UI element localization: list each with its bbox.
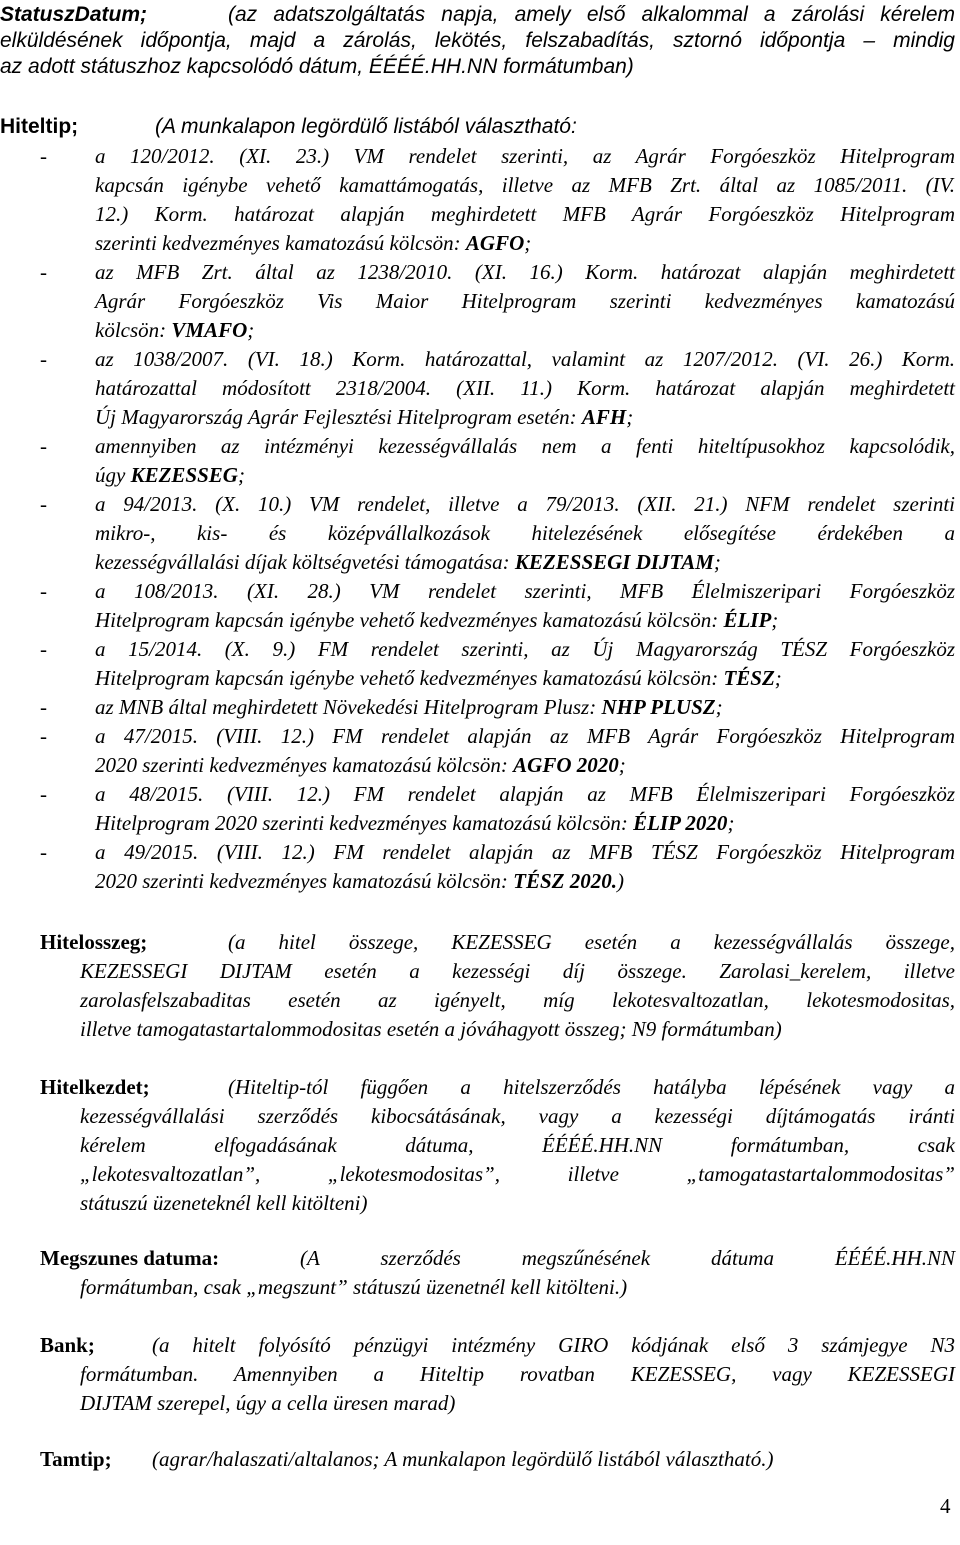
hitelkezdet-desc-line: státuszú üzeneteknél kell kitölteni)	[80, 1191, 368, 1215]
hiteltip-text: ;	[715, 695, 723, 719]
hiteltip-text: ;	[727, 811, 735, 835]
statusz-datum-term: StatuszDatum;	[0, 3, 148, 26]
list-dash-icon: -	[40, 637, 47, 661]
hitelosszeg-desc-line: zarolasfelszabaditas esetén az igényelt, míg lekotesvaltozatlan, lekotesmodositas,	[80, 988, 955, 1012]
statusz-datum-desc-line: (az adatszolgáltatás napja, amely első alkalommal a zárolási kérelem	[228, 3, 955, 26]
hiteltip-item-line	[95, 259, 955, 285]
hiteltip-text: szerinti kedvezményes kamatozású kölcsön:	[95, 231, 466, 255]
hiteltip-code: KEZESSEGI DIJTAM	[514, 550, 714, 574]
hiteltip-text: ;	[618, 753, 626, 777]
list-dash-icon: -	[40, 144, 47, 168]
list-dash-icon: -	[40, 695, 47, 719]
list-dash-icon: -	[40, 840, 47, 864]
hiteltip-item-line	[95, 317, 254, 343]
hiteltip-text: a 49/2015. (VIII. 12.) FM rendelet alapján az MFB TÉSZ Forgóeszköz Hitelprogram	[95, 840, 955, 864]
hitelkezdet-desc-line: (Hiteltip-tól függően a hitelszerződés hatályba lépésének vagy a	[228, 1075, 955, 1099]
hiteltip-item-line	[95, 230, 531, 256]
hiteltip-code: ÉLIP 2020	[633, 811, 728, 835]
hiteltip-text: ;	[237, 463, 245, 487]
hitelosszeg-term: Hitelosszeg;	[40, 930, 148, 954]
hiteltip-code: VMAFO	[171, 318, 248, 342]
hiteltip-text: a 108/2013. (XI. 28.) VM rendelet szerinti, MFB Élelmiszeripari Forgóeszköz	[95, 579, 955, 603]
megszunes-term: Megszunes datuma:	[40, 1246, 220, 1270]
list-dash-icon: -	[40, 492, 47, 516]
hiteltip-text: 12.) Korm. határozat alapján meghirdetett MFB Agrár Forgóeszköz Hitelprogram	[95, 202, 955, 226]
tamtip-desc: (agrar/halaszati/altalanos; A munkalapon legördülő listából választható.)	[152, 1447, 774, 1471]
hiteltip-text: Hitelprogram kapcsán igénybe vehető kedvezményes kamatozású kölcsön:	[95, 608, 724, 632]
hiteltip-text: Hitelprogram kapcsán igénybe vehető kedvezményes kamatozású kölcsön:	[95, 666, 724, 690]
hiteltip-item-line	[95, 375, 955, 401]
hitelkezdet-term: Hitelkezdet;	[40, 1075, 150, 1099]
bank-term: Bank;	[40, 1333, 95, 1357]
hiteltip-text: ;	[247, 318, 255, 342]
hiteltip-text: kezességvállalási díjak költségvetési támogatása:	[95, 550, 515, 574]
hiteltip-text: ;	[713, 550, 721, 574]
list-dash-icon: -	[40, 434, 47, 458]
hiteltip-item-line	[95, 346, 955, 372]
hiteltip-term: Hiteltip;	[0, 115, 79, 138]
hiteltip-text: 2020 szerinti kedvezményes kamatozású kölcsön:	[95, 753, 514, 777]
hiteltip-item-line	[95, 694, 723, 720]
bank-desc-line: formátumban. Amennyiben a Hiteltip rovatban KEZESSEG, vagy KEZESSEGI	[80, 1362, 955, 1386]
hiteltip-code: AGFO 2020	[513, 753, 619, 777]
hiteltip-item-line	[95, 665, 782, 691]
hiteltip-text: az 1038/2007. (VI. 18.) Korm. határozattal, valamint az 1207/2012. (VI. 26.) Korm.	[95, 347, 955, 371]
hiteltip-item-line	[95, 201, 955, 227]
hiteltip-item-line	[95, 868, 624, 894]
hiteltip-item-line	[95, 491, 955, 517]
hiteltip-text: )	[617, 869, 624, 893]
hitelkezdet-desc-line: „lekotesvaltozatlan”, „lekotesmodositas”, illetve „tamogatastartalommodositas”	[80, 1162, 955, 1186]
megszunes-desc-line: (A szerződés megszűnésének dátuma ÉÉÉÉ.HH.NN	[300, 1246, 955, 1270]
hiteltip-text: ;	[771, 608, 779, 632]
hitelosszeg-desc-line: illetve tamogatastartalommodositas esetén a jóváhagyott összeg; N9 formátumban)	[80, 1017, 782, 1041]
hiteltip-item-line	[95, 462, 245, 488]
hiteltip-text: az MNB által meghirdetett Növekedési Hitelprogram Plusz:	[95, 695, 602, 719]
bank-desc-line: (a hitelt folyósító pénzügyi intézmény GIRO kódjának első 3 számjegye N3	[152, 1333, 955, 1357]
list-dash-icon: -	[40, 724, 47, 748]
hiteltip-item-line	[95, 723, 955, 749]
hitelkezdet-desc-line: kezességvállalási szerződés kibocsátásának, vagy a kezességi díjtámogatás iránti	[80, 1104, 955, 1128]
hiteltip-text: határozattal módosított 2318/2004. (XII. 11.) Korm. határozat alapján meghirdetett	[95, 376, 955, 400]
hiteltip-text: a 94/2013. (X. 10.) VM rendelet, illetve a 79/2013. (XII. 21.) NFM rendelet szerinti	[95, 492, 955, 516]
statusz-datum-desc-line: az adott státuszhoz kapcsolódó dátum, ÉÉÉÉ.HH.NN formátumban)	[0, 55, 634, 78]
list-dash-icon: -	[40, 260, 47, 284]
list-dash-icon: -	[40, 579, 47, 603]
hiteltip-code: TÉSZ	[723, 666, 775, 690]
hiteltip-text: amennyiben az intézményi kezességvállalás nem a fenti hiteltípusokhoz kapcsolódik,	[95, 434, 955, 458]
hiteltip-item-line	[95, 172, 955, 198]
hiteltip-code: ÉLIP	[723, 608, 772, 632]
hiteltip-item-line	[95, 549, 721, 575]
hiteltip-intro: (A munkalapon legördülő listából választható:	[155, 115, 577, 138]
hitelosszeg-desc-line: (a hitel összege, KEZESSEG esetén a kezességvállalás összege,	[228, 930, 955, 954]
hiteltip-text: ;	[524, 231, 532, 255]
hiteltip-text: kapcsán igénybe vehető kamattámogatás, illetve az MFB Zrt. által az 1085/2011. (IV.	[95, 173, 955, 197]
hiteltip-text: ;	[774, 666, 782, 690]
hiteltip-text: úgy	[95, 463, 131, 487]
hiteltip-item-line	[95, 404, 633, 430]
hitelkezdet-desc-line: kérelem elfogadásának dátuma, ÉÉÉÉ.HH.NN formátumban, csak	[80, 1133, 955, 1157]
hiteltip-text: az MFB Zrt. által az 1238/2010. (XI. 16.) Korm. határozat alapján meghirdetett	[95, 260, 955, 284]
hiteltip-code: AFH	[581, 405, 627, 429]
hiteltip-item-line	[95, 520, 955, 546]
hiteltip-item-line	[95, 810, 734, 836]
hiteltip-text: mikro-, kis- és középvállalkozások hitelezésének elősegítése érdekében a	[95, 521, 955, 545]
megszunes-desc-line: formátumban, csak „megszunt” státuszú üzenetnél kell kitölteni.)	[80, 1275, 628, 1299]
hiteltip-code: KEZESSEG	[130, 463, 238, 487]
hiteltip-text: 2020 szerinti kedvezményes kamatozású kölcsön:	[95, 869, 514, 893]
hiteltip-item-line	[95, 433, 955, 459]
bank-desc-line: DIJTAM szerepel, úgy a cella üresen marad)	[80, 1391, 456, 1415]
hiteltip-text: kölcsön:	[95, 318, 172, 342]
hiteltip-item-line	[95, 839, 955, 865]
hiteltip-item-line	[95, 578, 955, 604]
hiteltip-text: Agrár Forgóeszköz Vis Maior Hitelprogram szerinti kedvezményes kamatozású	[95, 289, 955, 313]
hiteltip-code: NHP PLUSZ	[601, 695, 716, 719]
hiteltip-code: AGFO	[465, 231, 525, 255]
hiteltip-text: a 47/2015. (VIII. 12.) FM rendelet alapján az MFB Agrár Forgóeszköz Hitelprogram	[95, 724, 955, 748]
hiteltip-text: Új Magyarország Agrár Fejlesztési Hitelprogram esetén:	[95, 405, 582, 429]
list-dash-icon: -	[40, 347, 47, 371]
hiteltip-item-line	[95, 781, 955, 807]
hiteltip-item-line	[95, 752, 626, 778]
hiteltip-text: ;	[626, 405, 634, 429]
hiteltip-text: a 120/2012. (XI. 23.) VM rendelet szerinti, az Agrár Forgóeszköz Hitelprogram	[95, 144, 955, 168]
hiteltip-text: a 15/2014. (X. 9.) FM rendelet szerinti, az Új Magyarország TÉSZ Forgóeszköz	[95, 637, 955, 661]
hiteltip-item-line	[95, 288, 955, 314]
hiteltip-text: a 48/2015. (VIII. 12.) FM rendelet alapján az MFB Élelmiszeripari Forgóeszköz	[95, 782, 955, 806]
statusz-datum-desc-line: elküldésének időpontja, majd a zárolás, lekötés, felszabadítás, sztornó időpontja – mindig	[0, 29, 955, 52]
hiteltip-code: TÉSZ 2020.	[513, 869, 617, 893]
page-number: 4	[940, 1494, 951, 1518]
hiteltip-text: Hitelprogram 2020 szerinti kedvezményes kamatozású kölcsön:	[95, 811, 634, 835]
tamtip-term: Tamtip;	[40, 1447, 112, 1471]
hiteltip-item-line	[95, 607, 778, 633]
list-dash-icon: -	[40, 782, 47, 806]
hiteltip-item-line	[95, 636, 955, 662]
hitelosszeg-desc-line: KEZESSEGI DIJTAM esetén a kezességi díj összege. Zarolasi_kerelem, illetve	[80, 959, 955, 983]
hiteltip-item-line	[95, 143, 955, 169]
